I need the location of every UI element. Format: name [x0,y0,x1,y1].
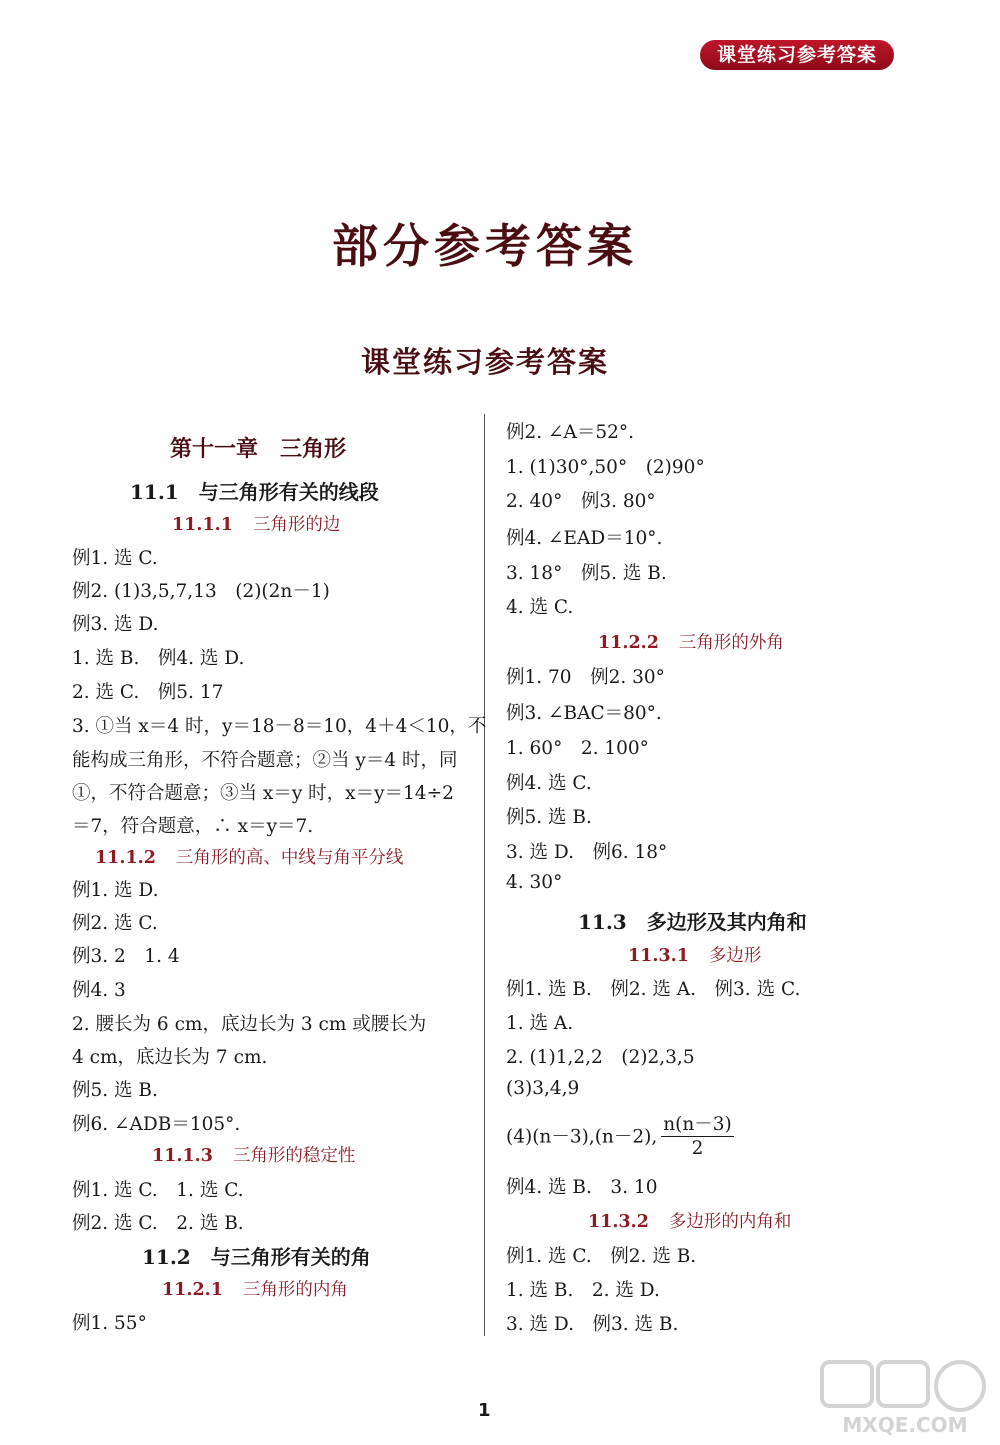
answer-line: 例1. 选 C. [72,548,158,569]
answer-line: 例3. 选 D. [72,614,159,635]
answer-line: 例1. 选 D. [72,880,159,901]
answer-line: 例3. 2 1. 4 [72,946,180,967]
section-heading-11-2: 11.2 与三角形有关的角 [142,1245,371,1269]
answer-line: 4. 选 C. [506,597,574,618]
answer-line: 例1. 选 B. 例2. 选 A. 例3. 选 C. [506,979,801,1000]
chapter-heading: 第十一章 三角形 [170,437,347,462]
column-divider [484,414,485,1336]
answer-line: 4. 30° [506,872,563,893]
answer-line: 例4. 选 C. [506,773,592,794]
answer-line: 3. ①当 x＝4 时，y＝18－8＝10，4＋4＜10，不 [72,716,487,737]
answer-line: 例1. 选 C. 例2. 选 B. [506,1246,697,1267]
section-subtitle: 课堂练习参考答案 [360,345,609,379]
answer-line: 2. (1)1,2,2 (2)2,3,5 [506,1047,695,1068]
answer-line: 1. 选 B. 2. 选 D. [506,1280,660,1301]
answer-line: 2. 40° 例3. 80° [506,491,656,512]
answer-line: 1. 选 A. [506,1013,574,1034]
answer-line: 例4. 选 B. 3. 10 [506,1177,658,1198]
page-number: 1 [478,1400,491,1421]
answer-line: 例5. 选 B. [72,1080,158,1101]
answer-line: 1. (1)30°,50° (2)90° [506,457,705,478]
subsection-heading-11-3-1: 11.3.1 多边形 [628,946,762,966]
answer-line: 3. 选 D. 例6. 18° [506,842,668,863]
fraction: $\frac{n(n-3)}{2}$ [663,1114,732,1159]
answer-line: 例2. 选 C. [72,913,158,934]
answer-line: 3. 18° 例5. 选 B. [506,563,667,584]
watermark-logo [820,1360,990,1438]
answer-line: 例2. (1)3,5,7,13 (2)(2n－1) [72,581,330,602]
answer-line: ＝7，符合题意，∴ x＝y＝7. [72,816,314,837]
subsection-heading-11-3-2: 11.3.2 多边形的内角和 [588,1212,792,1232]
answer-line: 例5. 选 B. [506,807,592,828]
answer-line: 例2. ∠A＝52°. [506,422,635,443]
answer-line: 2. 选 C. 例5. 17 [72,682,224,703]
answer-line: 2. 腰长为 6 cm，底边长为 3 cm 或腰长为 [72,1014,427,1035]
page-title: 部分参考答案 [332,219,638,273]
answer-line: 例6. ∠ADB＝105°. [72,1114,241,1135]
answer-line: 例1. 70 例2. 30° [506,667,665,688]
section-heading-11-3: 11.3 多边形及其内角和 [578,910,807,934]
answer-line: 1. 60° 2. 100° [506,738,649,759]
answer-line: 例2. 选 C. 2. 选 B. [72,1213,244,1234]
subsection-heading-11-2-2: 11.2.2 三角形的外角 [598,633,784,653]
answer-line: 例4. 3 [72,980,126,1001]
answer-line: 能构成三角形，不符合题意；②当 y＝4 时，同 [72,750,458,771]
answer-line: 3. 选 D. 例3. 选 B. [506,1314,679,1335]
section-heading-11-1: 11.1 与三角形有关的线段 [130,480,379,504]
header-tag: 课堂练习参考答案 [700,40,894,70]
answer-line: 例4. ∠EAD＝10°. [506,528,663,549]
subsection-heading-11-1-2: 11.1.2 三角形的高、中线与角平分线 [95,848,404,868]
subsection-heading-11-1-1: 11.1.1 三角形的边 [172,515,341,535]
answer-line: 例1. 55° [72,1313,147,1334]
answer-line: 4 cm，底边长为 7 cm. [72,1047,268,1068]
answer-line: 1. 选 B. 例4. 选 D. [72,648,245,669]
subsection-heading-11-2-1: 11.2.1 三角形的内角 [162,1280,348,1300]
answer-line: ①，不符合题意；③当 x＝y 时，x＝y＝14÷2 [72,783,454,804]
answer-line-fraction: (4)(n－3),(n－2), $\frac{n(n-3)}{2}$ [506,1114,732,1159]
answer-line: 例3. ∠BAC＝80°. [506,703,662,724]
watermark-text: MXQE.COM [842,1413,968,1437]
subsection-heading-11-1-3: 11.1.3 三角形的稳定性 [152,1146,356,1166]
answer-line: 例1. 选 C. 1. 选 C. [72,1180,244,1201]
answer-line: (3)3,4,9 [506,1078,580,1099]
